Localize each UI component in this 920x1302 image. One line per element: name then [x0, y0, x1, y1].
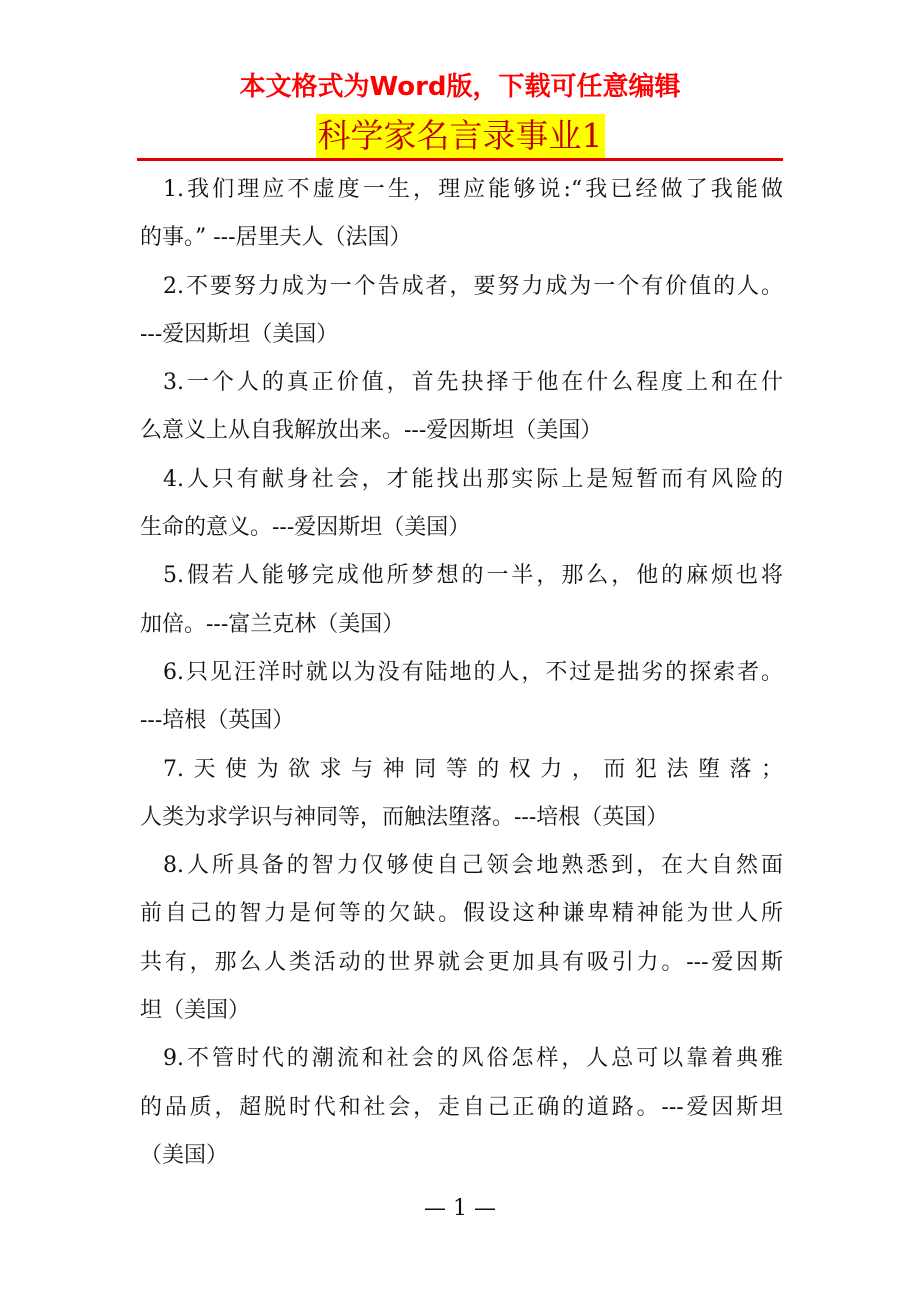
quote-line: ---培根（英国）	[140, 708, 295, 734]
quote-line: 7.天使为欲求与神同等的权力，而犯法堕落；	[163, 756, 783, 782]
quote-paragraph	[140, 1035, 783, 1180]
quote-line: 坦（美国）	[140, 998, 251, 1024]
quote-line: 加倍。---富兰克林（美国）	[140, 611, 405, 637]
format-notice-banner: 本文格式为Word版，下载可任意编辑	[239, 72, 681, 102]
quote-line: 6.只见汪洋时就以为没有陆地的人，不过是拙劣的探索者。	[163, 659, 783, 685]
quote-line: ---爱因斯坦（美国）	[140, 321, 339, 347]
quote-line: 前自己的智力是何等的欠缺。假设这种谦卑精神能为世人所	[140, 901, 783, 927]
quote-line: 3.一个人的真正价值，首先抉择于他在什么程度上和在什	[163, 370, 783, 396]
quote-line: 么意义上从自我解放出来。---爱因斯坦（美国）	[140, 418, 603, 444]
quote-line: 共有，那么人类活动的世界就会更加具有吸引力。---爱因斯	[140, 949, 783, 975]
quote-paragraph	[140, 263, 783, 360]
document-body	[140, 166, 783, 1180]
quote-line: 的事。” ---居里夫人（法国）	[140, 225, 412, 251]
document-title: 科学家名言录事业1	[316, 114, 605, 158]
quote-paragraph	[140, 166, 783, 263]
title-divider	[137, 158, 783, 161]
quote-paragraph	[140, 842, 783, 1035]
quote-line: 9.不管时代的潮流和社会的风俗怎样，人总可以靠着典雅	[163, 1046, 783, 1072]
quote-line: 生命的意义。---爱因斯坦（美国）	[140, 515, 471, 541]
quote-line: 2.不要努力成为一个告成者，要努力成为一个有价值的人。	[163, 273, 783, 299]
quote-line: 4.人只有献身社会，才能找出那实际上是短暂而有风险的	[163, 466, 783, 492]
quote-paragraph	[140, 649, 783, 746]
quote-line: 1.我们理应不虚度一生，理应能够说:“我已经做了我能做	[163, 177, 783, 202]
quote-line: 5.假若人能够完成他所梦想的一半，那么，他的麻烦也将	[163, 563, 783, 589]
quote-line: 的品质，超脱时代和社会，走自己正确的道路。---爱因斯坦	[140, 1094, 783, 1120]
quote-paragraph	[140, 456, 783, 553]
quote-line: 8.人所具备的智力仅够使自己领会地熟悉到，在大自然面	[163, 853, 783, 879]
quote-line: （美国）	[140, 1142, 229, 1168]
quote-paragraph	[140, 552, 783, 649]
quote-paragraph	[140, 746, 783, 843]
page-number: — 1 —	[424, 1196, 496, 1221]
quote-line: 人类为求学识与神同等，而触法堕落。---培根（英国）	[140, 804, 669, 830]
quote-paragraph	[140, 359, 783, 456]
